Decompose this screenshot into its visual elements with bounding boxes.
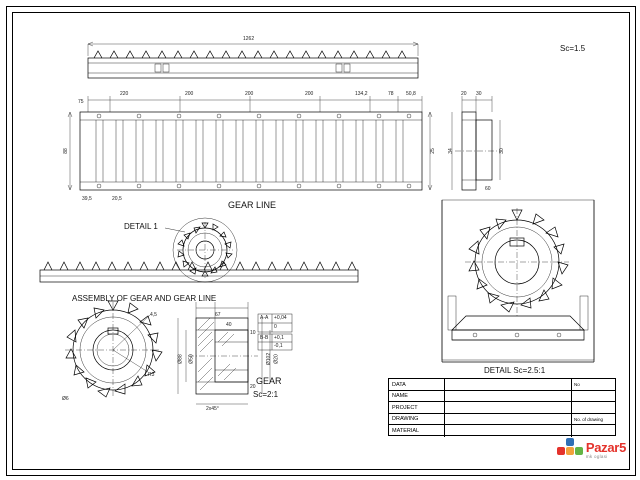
logo-text-group xyxy=(586,441,626,460)
dim-chain-6: 78 xyxy=(388,91,394,97)
dim-side-4: 30 xyxy=(498,148,505,154)
label-gear-scale: Sc=2:1 xyxy=(253,390,279,399)
title-block-value[interactable] xyxy=(445,391,571,402)
title-block-right xyxy=(571,391,615,402)
logo-square-orange xyxy=(566,447,574,455)
dim-side-1: 20 xyxy=(461,91,467,97)
dim-bottom-2: 20,5 xyxy=(112,196,122,202)
detail-gear-large xyxy=(442,200,594,362)
label-assembly: ASSEMBLY OF GEAR AND GEAR LINE xyxy=(72,294,217,303)
label-gear-line: GEAR LINE xyxy=(228,200,277,210)
dim-gear-small-2: Ø6 xyxy=(62,396,69,402)
title-block-row xyxy=(389,391,615,403)
logo-square-green xyxy=(575,447,583,455)
rack-top-view xyxy=(88,42,418,78)
label-detail-scale: DETAIL Sc=2.5:1 xyxy=(484,366,546,375)
dim-left-1: 75 xyxy=(78,99,84,105)
title-block-row xyxy=(389,379,615,391)
rack-front-view xyxy=(68,96,432,190)
assembly-view xyxy=(40,218,358,282)
dim-bottom-1: 39,5 xyxy=(82,196,92,202)
dim-chain-1: 220 xyxy=(120,91,129,97)
label-detail-1: DETAIL 1 xyxy=(124,222,158,231)
gear-front-view xyxy=(65,301,162,398)
dim-gear-3: 10 xyxy=(250,330,256,336)
dim-gear-8: Ø20 xyxy=(273,354,280,364)
logo-square-red xyxy=(557,447,565,455)
title-block-label: PROJECT xyxy=(389,402,445,413)
sheet-scale-note: Sc=1.5 xyxy=(560,44,586,53)
pazar5-logo-icon xyxy=(557,438,583,462)
dim-gear-4: 20 xyxy=(250,384,256,390)
tol-row0-col2: 0 xyxy=(274,324,277,330)
dim-side-5: 60 xyxy=(485,186,491,192)
title-block-label: NAME xyxy=(389,391,445,402)
watermark-logo xyxy=(557,436,626,464)
title-block-label: DATA xyxy=(389,379,445,390)
dim-side-3: 34 xyxy=(447,148,454,154)
title-block-right xyxy=(571,402,615,413)
dim-gear-6: Ø50 xyxy=(188,354,195,364)
logo-tagline: mk oglasi xyxy=(585,453,608,459)
tol-row0-col0: A-A xyxy=(260,315,269,321)
dim-gear-10: 4,5 xyxy=(150,312,157,318)
dim-gear-5: Ø88 xyxy=(177,354,184,364)
title-block-right: No. of drawing xyxy=(571,414,615,425)
title-block xyxy=(388,378,616,436)
title-block-row xyxy=(389,402,615,414)
dim-body-height: 88 xyxy=(62,148,69,154)
title-block-row xyxy=(389,414,615,426)
dim-gear-7: Ø102 xyxy=(266,352,273,366)
dim-chain-4: 200 xyxy=(305,91,314,97)
dim-chain-2: 200 xyxy=(185,91,194,97)
title-block-right: No xyxy=(571,379,615,390)
dim-top-length: 1262 xyxy=(243,36,255,42)
logo-square-blue xyxy=(566,438,574,446)
detail-gear xyxy=(177,222,233,278)
tol-row1-col2: -0,1 xyxy=(274,343,283,349)
title-block-label: MATERIAL xyxy=(389,425,445,437)
tol-row1-col1: +0,1 xyxy=(274,335,284,341)
title-block-value[interactable] xyxy=(445,414,571,425)
dim-gear-small-1: R3 xyxy=(148,372,155,378)
logo-name: Pazar5 xyxy=(585,439,626,455)
dim-gear-9: 2x45° xyxy=(206,406,219,412)
title-block-value[interactable] xyxy=(445,425,571,437)
dim-gear-1: 67 xyxy=(215,312,221,318)
dim-chain-5: 134,2 xyxy=(355,91,368,97)
label-gear: GEAR xyxy=(256,376,282,386)
title-block-value[interactable] xyxy=(445,379,571,390)
tol-row0-col1: +0,04 xyxy=(274,315,287,321)
rack-side-view xyxy=(452,96,500,190)
title-block-value[interactable] xyxy=(445,402,571,413)
dim-chain-7: 50,8 xyxy=(406,91,416,97)
dim-body-height-right: 25 xyxy=(429,148,436,154)
title-block-label: DRAWING xyxy=(389,414,445,425)
dim-gear-2: 40 xyxy=(226,322,232,328)
tol-row1-col0: B-B xyxy=(260,335,269,341)
dim-side-2: 30 xyxy=(476,91,482,97)
dim-chain-3: 200 xyxy=(245,91,254,97)
gear-section-view xyxy=(178,302,273,404)
